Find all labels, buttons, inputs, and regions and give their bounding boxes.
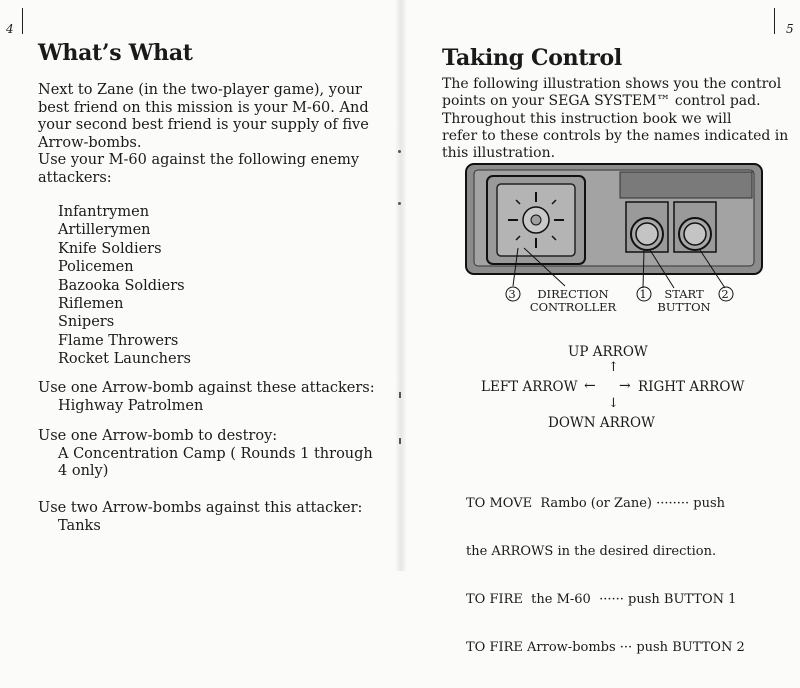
control-line: TO FIRE Arrow-bombs ··· push BUTTON 2 — [466, 640, 745, 655]
list-item: Snipers — [58, 314, 115, 331]
list-item: Knife Soldiers — [58, 240, 162, 257]
arrow-down-icon: ↓ — [608, 396, 619, 411]
intro-line: Arrow-bombs. — [38, 134, 142, 151]
list-item: Artillerymen — [58, 222, 151, 239]
control-line: TO MOVE Rambo (or Zane) ········ push — [466, 496, 726, 511]
section-item: Tanks — [58, 517, 101, 534]
control-line: TO FIRE the M-60 ······ push BUTTON 1 — [466, 592, 737, 607]
section-heading: Use one Arrow-bomb against these attackers: — [38, 380, 375, 396]
intro-line: Next to Zane (in the two-player game), your — [38, 82, 362, 98]
callout-1-number: 1 — [639, 287, 647, 301]
control-line: the ARROWS in the desired direction. — [466, 544, 717, 559]
section-heading: Use two Arrow-bombs against this attacker: — [38, 500, 363, 516]
intro-line: best friend on this mission is your M-60. And — [38, 99, 369, 116]
page-corner-mark — [774, 8, 775, 34]
page-title: Taking Control — [442, 45, 622, 71]
intro-paragraph — [38, 82, 369, 187]
page-corner-mark — [22, 8, 23, 34]
right-arrow-label: RIGHT ARROW — [638, 379, 745, 395]
button-1-icon — [626, 202, 668, 252]
page-number: 5 — [786, 22, 794, 36]
intro-line: Use your M-60 against the following enemy — [38, 152, 360, 168]
section-destroy — [38, 428, 373, 481]
label-line: DIRECTION — [537, 287, 609, 301]
list-item: Riflemen — [58, 296, 124, 313]
section-heading: Use one Arrow-bomb to destroy: — [38, 428, 278, 444]
left-arrow-label: LEFT ARROW — [481, 379, 578, 395]
callout-3-number: 3 — [508, 287, 516, 301]
start-button-label — [649, 288, 719, 314]
list-item: Flame Throwers — [58, 332, 179, 349]
right-page — [400, 0, 800, 655]
page-title: What’s What — [38, 40, 193, 66]
controls-instructions — [466, 464, 745, 688]
intro-line: refer to these controls by the names indicated in — [442, 127, 789, 144]
arrow-right-icon: → — [619, 378, 631, 394]
label-line: START — [664, 287, 704, 301]
label-line: BUTTON — [657, 300, 711, 314]
intro-line: Throughout this instruction book we will — [442, 110, 732, 127]
intro-line: this illustration. — [442, 145, 556, 162]
list-item: Rocket Launchers — [58, 351, 191, 368]
section-item: Highway Patrolmen — [58, 397, 204, 414]
list-item: Bazooka Soldiers — [58, 277, 185, 294]
down-arrow-label: DOWN ARROW — [548, 415, 655, 431]
attacker-list — [58, 203, 191, 369]
direction-pad-icon — [487, 176, 585, 264]
section-one-arrow-bomb — [38, 380, 375, 415]
intro-paragraph — [442, 76, 788, 162]
list-item: Infantrymen — [58, 204, 150, 220]
callout-2-number: 2 — [721, 287, 729, 301]
intro-line: The following illustration shows you the control — [442, 76, 782, 92]
intro-line: your second best friend is your supply of five — [38, 117, 369, 133]
intro-line: attackers: — [38, 169, 112, 186]
up-arrow-label: UP ARROW — [568, 344, 648, 360]
section-two-arrow-bombs — [38, 500, 362, 535]
arrow-up-icon: ↑ — [608, 360, 619, 375]
section-item: 4 only) — [58, 463, 109, 479]
intro-line: points on your SEGA SYSTEM™ control pad. — [442, 93, 761, 110]
label-line: CONTROLLER — [529, 300, 617, 314]
arrow-left-icon: ← — [584, 378, 596, 394]
button-2-icon — [674, 202, 716, 252]
section-item: A Concentration Camp ( Rounds 1 through — [58, 445, 373, 462]
list-item: Policemen — [58, 259, 134, 276]
direction-controller-label — [528, 288, 618, 314]
page-number: 4 — [6, 22, 14, 36]
left-page — [0, 0, 400, 571]
